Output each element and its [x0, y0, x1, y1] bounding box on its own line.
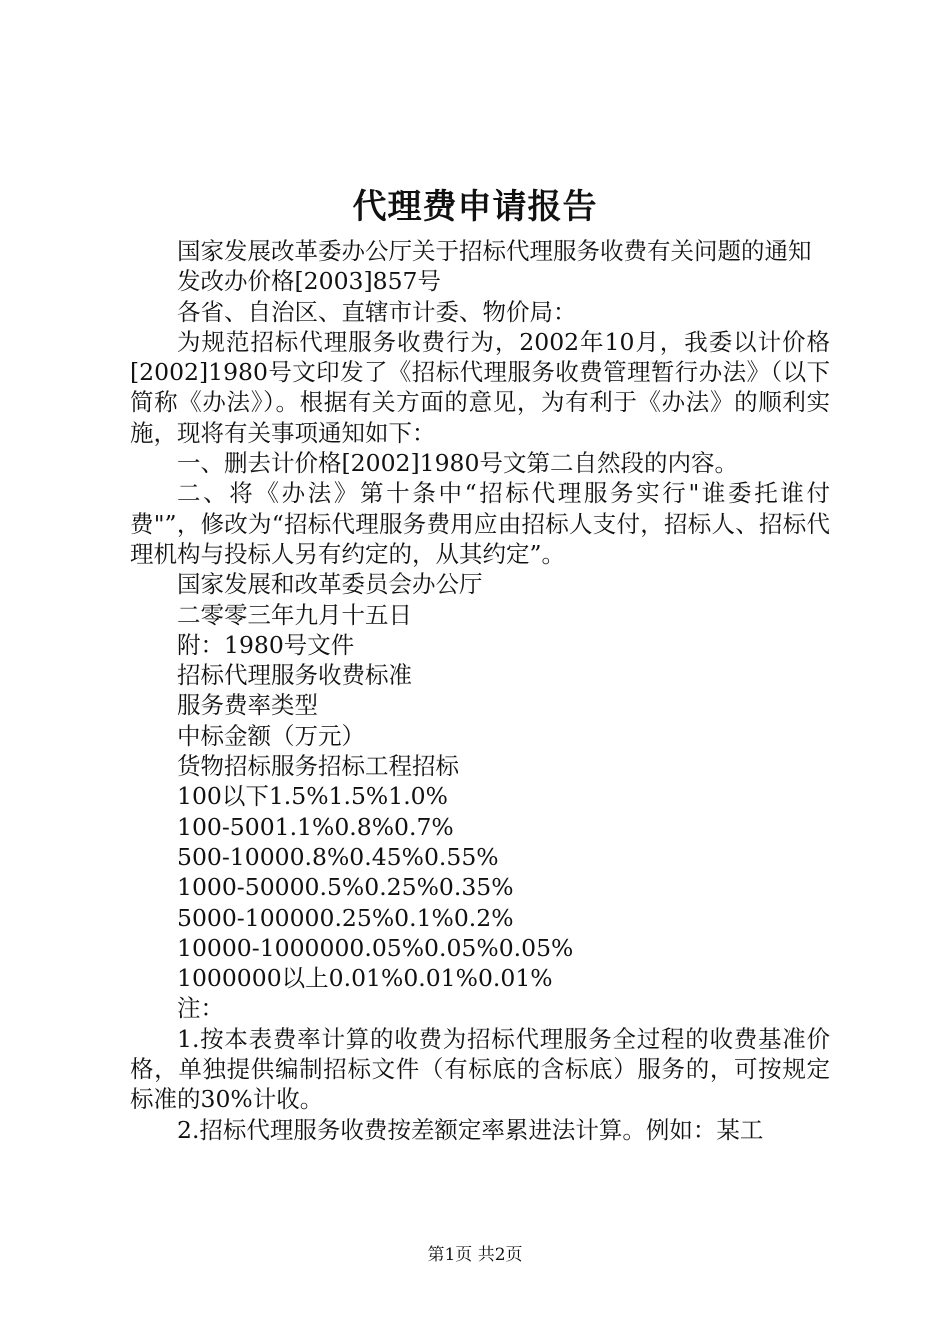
document-title: 代理费申请报告 [352, 187, 598, 227]
paragraph-rate-row: 100以下1.5%1.5%1.0% [177, 782, 448, 811]
paragraph-item-two: 二、将《办法》第十条中“招标代理服务实行"谁委托谁付费"”，修改为“招标代理服务费用应由招标人支付，招标人、招标代理机构与投标人另有约定的，从其约定”。 [130, 479, 830, 568]
page-footer: 第1页 共2页 [427, 1245, 523, 1265]
paragraph-rate-row: 500-10000.8%0.45%0.55% [177, 842, 499, 871]
paragraph-issuer: 国家发展和改革委员会办公厅 [177, 570, 483, 599]
paragraph-item-one: 一、删去计价格[2002]1980号文第二自然段的内容。 [177, 449, 738, 478]
paragraph-date: 二零零三年九月十五日 [177, 600, 412, 629]
paragraph-note-one: 1.按本表费率计算的收费为招标代理服务全过程的收费基准价格，单独提供编制招标文件（有标底的含标底）服务的，可按规定标准的30%计收。 [130, 1024, 830, 1114]
paragraph-document-number: 发改办价格[2003]857号 [177, 267, 441, 296]
paragraph-attachment: 附：1980号文件 [177, 630, 355, 659]
paragraph-rate-row: 1000-50000.5%0.25%0.35% [177, 873, 514, 902]
paragraph-intro: 为规范招标代理服务收费行为，2002年10月，我委以计价格[2002]1980号文印发了《招标代理服务收费管理暂行办法》（以下简称《办法》）。根据有关方面的意见，为有利于《办法》的顺利实施，现将有关事项通知如下： [130, 327, 830, 447]
paragraph-fee-standard-title: 招标代理服务收费标准 [177, 661, 412, 690]
paragraph-rate-row: 100-5001.1%0.8%0.7% [177, 812, 454, 841]
paragraph-amount-header: 中标金额（万元） [177, 721, 365, 750]
paragraph-rate-row: 1000000以上0.01%0.01%0.01% [177, 964, 553, 993]
paragraph-category-header: 货物招标服务招标工程招标 [177, 752, 459, 781]
paragraph-rate-type: 服务费率类型 [177, 691, 318, 720]
paragraph-rate-row: 10000-1000000.05%0.05%0.05% [177, 933, 574, 962]
paragraph-note-two: 2.招标代理服务收费按差额定率累进法计算。例如：某工 [177, 1115, 764, 1144]
paragraph-notice-title: 国家发展改革委办公厅关于招标代理服务收费有关问题的通知 [177, 237, 812, 265]
paragraph-note-label: 注： [177, 994, 224, 1023]
paragraph-addressee: 各省、自治区、直辖市计委、物价局： [177, 297, 577, 326]
paragraph-rate-row: 5000-100000.25%0.1%0.2% [177, 903, 514, 932]
document-body [130, 236, 830, 1145]
